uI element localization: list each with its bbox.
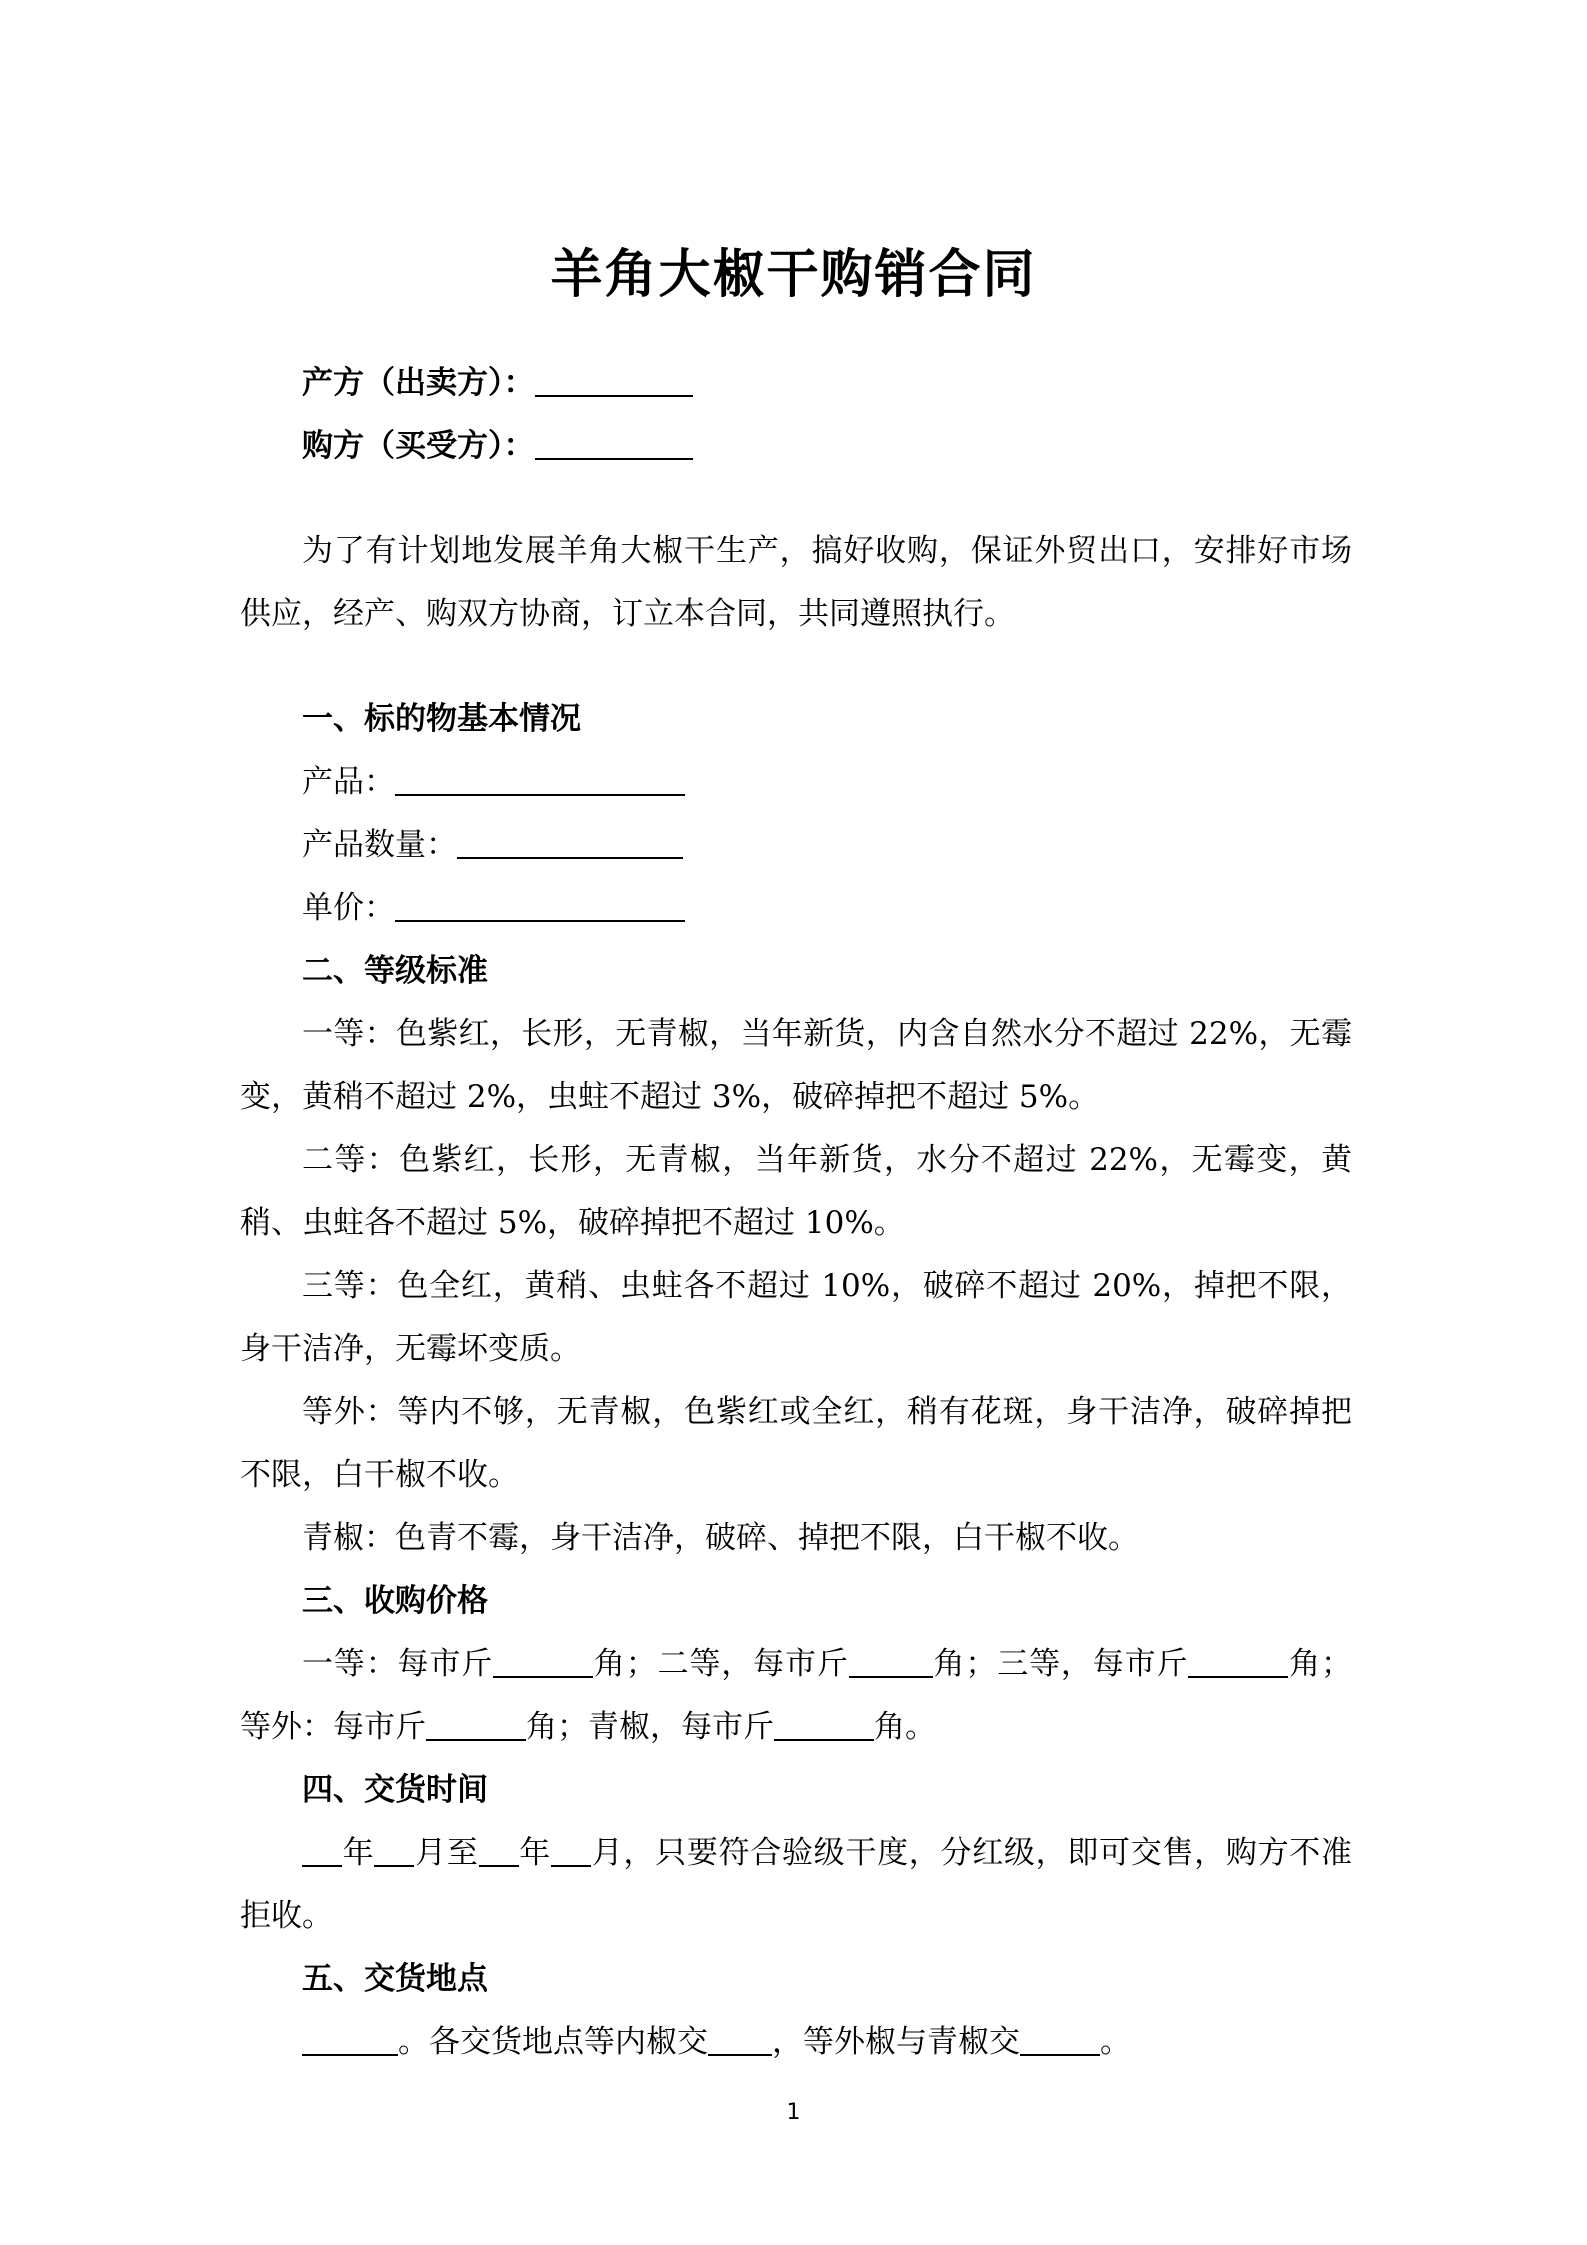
price-text-2: 角；二等，每市斤	[593, 1646, 849, 1682]
start-month-blank	[374, 1834, 414, 1867]
delivery-place-blank	[302, 2023, 398, 2056]
spacer	[240, 646, 1352, 688]
seller-blank	[535, 364, 693, 397]
buyer-blank	[535, 427, 693, 460]
price-text-5: 角；青椒，每市斤	[526, 1709, 774, 1745]
delivery-time-text-4: 月，只要符合验级干度，分红级，即可交售，购方不准拒收。	[240, 1835, 1353, 1934]
buyer-label: 购方（买受方）：	[302, 428, 535, 464]
section-heading-grades: 二、等级标准	[302, 953, 488, 989]
section-heading-delivery-place: 五、交货地点	[302, 1961, 488, 1997]
delivery-place-text-3: 。	[1100, 2024, 1131, 2060]
delivery-time-text-2: 月至	[414, 1835, 479, 1871]
price-text-3: 角；三等，每市斤	[932, 1646, 1189, 1682]
price-paragraph	[240, 1633, 1352, 1759]
section-heading-subject: 一、标的物基本情况	[302, 701, 581, 737]
standard-pepper-place-blank	[708, 2023, 772, 2056]
seller-label: 产方（出卖方）：	[302, 365, 535, 401]
quantity-blank	[457, 826, 683, 859]
contract-title: 羊角大椒干购销合同	[550, 245, 1037, 305]
quantity-line	[240, 814, 1352, 877]
grade-green-pepper-paragraph: 青椒：色青不霉，身干洁净，破碎、掉把不限，白干椒不收。	[302, 1520, 1139, 1556]
price-text-6: 角。	[874, 1709, 936, 1745]
price-blank-grade2	[849, 1645, 933, 1678]
grade-substandard-paragraph: 等外：等内不够，无青椒，色紫红或全红，稍有花斑，身干洁净，破碎掉把不限，白干椒不收。	[240, 1394, 1352, 1493]
price-text-4: 角；等外：每市斤	[240, 1646, 1353, 1745]
preamble-paragraph: 为了有计划地发展羊角大椒干生产，搞好收购，保证外贸出口，安排好市场供应，经产、购双方协商，订立本合同，共同遵照执行。	[240, 533, 1352, 632]
buyer-line	[240, 415, 1352, 478]
start-year-blank	[302, 1834, 342, 1867]
contract-body	[240, 352, 1352, 2074]
unit-price-blank	[395, 889, 685, 922]
grade-second-paragraph: 二等：色紫红，长形，无青椒，当年新货，水分不超过 22%，无霉变，黄稍、虫蛀各不超过 5%，破碎掉把不超过 10%。	[240, 1142, 1352, 1241]
substandard-pepper-place-blank	[1020, 2023, 1100, 2056]
price-blank-grade3	[1188, 1645, 1288, 1678]
delivery-place-paragraph	[240, 2011, 1352, 2074]
page-number: 1	[786, 2100, 801, 2125]
end-year-blank	[479, 1834, 519, 1867]
spacer	[240, 478, 1352, 520]
product-label: 产品：	[302, 764, 395, 800]
section-heading-price: 三、收购价格	[302, 1583, 488, 1619]
delivery-time-text-1: 年	[342, 1835, 375, 1871]
unit-price-line	[240, 877, 1352, 940]
price-blank-grade1	[493, 1645, 593, 1678]
product-blank	[395, 763, 685, 796]
price-blank-substandard	[426, 1708, 526, 1741]
end-month-blank	[551, 1834, 591, 1867]
unit-price-label: 单价：	[302, 890, 395, 926]
grade-first-paragraph: 一等：色紫红，长形，无青椒，当年新货，内含自然水分不超过 22%，无霉变，黄稍不超过 2%，虫蛀不超过 3%，破碎掉把不超过 5%。	[240, 1016, 1352, 1115]
seller-line	[240, 352, 1352, 415]
section-heading-delivery-time: 四、交货时间	[302, 1772, 488, 1808]
delivery-place-text-2: ，等外椒与青椒交	[772, 2024, 1020, 2060]
price-text-1: 一等：每市斤	[302, 1646, 494, 1682]
delivery-time-text-3: 年	[518, 1835, 551, 1871]
price-blank-green	[774, 1708, 874, 1741]
delivery-place-text-1: 。各交货地点等内椒交	[398, 2024, 708, 2060]
quantity-label: 产品数量：	[302, 827, 457, 863]
delivery-time-paragraph	[240, 1822, 1352, 1948]
grade-third-paragraph: 三等：色全红，黄稍、虫蛀各不超过 10%，破碎不超过 20%，掉把不限，身干洁净，无霉坏变质。	[240, 1268, 1352, 1367]
product-line	[240, 751, 1352, 814]
